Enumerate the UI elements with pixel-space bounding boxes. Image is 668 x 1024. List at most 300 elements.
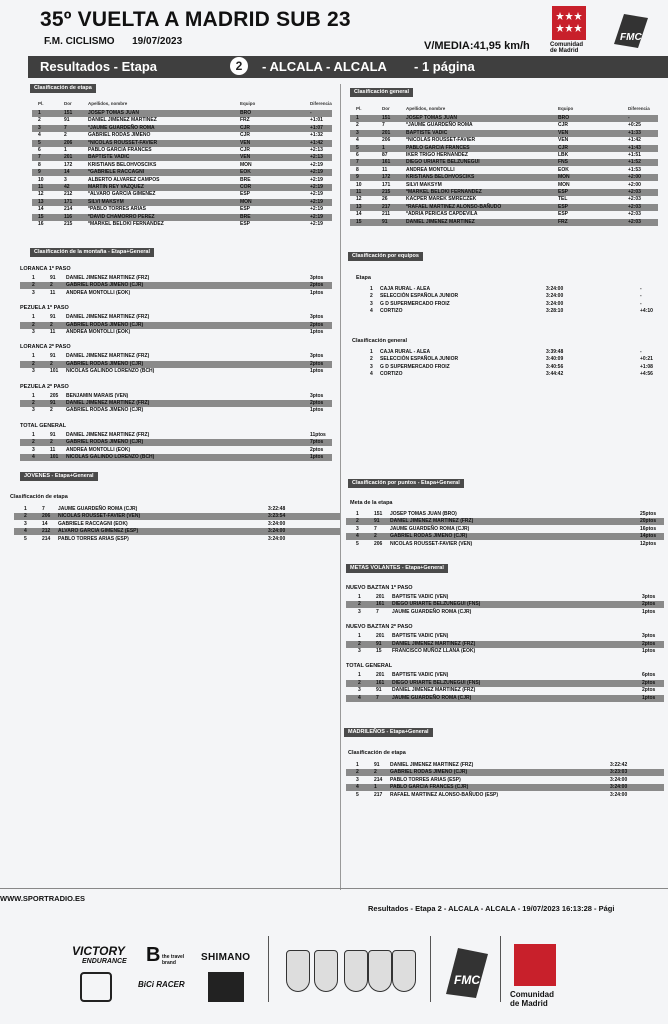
rider-name: GABRIEL RODAS JIMENO (CJR)	[390, 769, 468, 776]
position: 3	[38, 124, 41, 131]
points-value: 1ptos	[310, 407, 324, 414]
time-value: 3:24:00	[268, 528, 286, 535]
bib-number: 2	[50, 321, 53, 328]
position: 2	[358, 601, 361, 608]
time-diff: +2:19	[310, 198, 323, 205]
position: 7	[356, 159, 359, 166]
table-row	[350, 189, 658, 196]
team-code: MON	[240, 161, 252, 168]
rider-name: DANIEL JIMENEZ MARTINEZ (FRZ)	[66, 314, 150, 321]
team-code: VEN	[240, 139, 251, 146]
bib-number: 116	[64, 213, 73, 220]
list-item	[346, 518, 664, 525]
bib-number: 214	[64, 206, 73, 213]
bib-number: 211	[382, 211, 391, 218]
list-item	[346, 526, 664, 533]
position: 10	[356, 181, 362, 188]
position: 12	[38, 191, 44, 198]
team-row	[356, 356, 656, 363]
table-row	[32, 214, 332, 221]
team-code: VEN	[558, 137, 569, 144]
team-code: ESP	[558, 211, 569, 218]
time-value: 3:28:10	[546, 308, 564, 315]
time-value: 14ptos	[640, 533, 657, 540]
position: 6	[356, 152, 359, 158]
position: 2	[38, 117, 41, 124]
points-value: 7ptos	[310, 439, 324, 446]
rider-name: JAUME GUARDEÑO ROMA (CJR)	[392, 694, 472, 701]
group-label: PEZUELA 2º PASO	[20, 383, 69, 390]
madrilenos-title: MADRILEÑOS - Etapa+General	[344, 728, 433, 737]
position: 1	[32, 353, 35, 360]
race-date: 19/07/2023	[132, 36, 183, 47]
jovenes-subtitle: Clasificación de etapa	[10, 494, 68, 500]
rider-name: *NICOLAS ROUSSET-FAVIER	[88, 139, 158, 146]
bib-number: 11	[50, 329, 56, 335]
points-value: 11ptos	[310, 431, 326, 438]
bib-number: 2	[50, 282, 53, 289]
points-value: 1ptos	[310, 454, 324, 460]
bib-number: 91	[374, 518, 380, 525]
rider-name: *PABLO TORRES ARIAS	[88, 206, 146, 213]
points-value: 2ptos	[642, 679, 656, 686]
table-row	[350, 122, 658, 129]
table-row	[32, 117, 332, 124]
bib-number: 1	[382, 144, 385, 151]
points-value: 1ptos	[310, 289, 324, 296]
table-row	[350, 152, 658, 159]
position: 3	[32, 368, 35, 375]
position: 1	[358, 672, 361, 679]
position: 4	[370, 371, 373, 378]
list-item	[14, 521, 340, 528]
header-team: Equipo	[240, 101, 256, 106]
position: 4	[358, 694, 361, 701]
time-diff: +4:56	[640, 371, 653, 378]
column-divider	[340, 84, 341, 890]
bib-number: 91	[374, 762, 380, 768]
position: 15	[38, 213, 44, 220]
position: 3	[356, 525, 359, 532]
points-subtitle: Meta de la etapa	[350, 500, 393, 506]
position: 5	[356, 791, 359, 798]
position: 1	[370, 286, 373, 292]
position: 1	[24, 506, 27, 512]
bib-number: 91	[50, 431, 56, 438]
time-diff: +1:43	[628, 144, 641, 151]
position: 3	[32, 289, 35, 296]
bib-number: 217	[382, 203, 391, 210]
rider-name: PABLO GARCIA FRANCES	[88, 147, 152, 153]
bib-number: 2	[64, 132, 67, 139]
bib-number: 172	[64, 161, 73, 168]
group-label: PEZUELA 1º PASO	[20, 305, 69, 312]
time-value: 3:24:00	[610, 776, 628, 783]
travel-brand-logo: the travel brand	[162, 954, 185, 966]
bib-number: 91	[382, 218, 388, 225]
time-diff: +2:19	[310, 206, 323, 213]
table-row	[350, 204, 658, 211]
bib-number: 214	[42, 535, 51, 542]
list-item	[20, 282, 332, 289]
time-diff: +2:03	[628, 196, 641, 203]
group-label: LORANCA 2º PASO	[20, 344, 71, 351]
points-value: 2ptos	[310, 400, 324, 406]
position: 9	[356, 174, 359, 181]
rider-name: JOSEP TOMAS JUAN	[88, 110, 139, 116]
position: 7	[38, 154, 41, 161]
rider-name: JAUME GUARDEÑO ROMA (CJR)	[392, 608, 472, 615]
team-code: ESP	[558, 203, 569, 210]
position: 3	[356, 129, 359, 136]
rider-name: NICOLAS ROUSSET-FAVIER (VEN)	[390, 540, 473, 547]
points-value: 3ptos	[310, 392, 324, 399]
table-row	[32, 154, 332, 161]
bib-number: 201	[376, 594, 385, 600]
points-value: 1ptos	[642, 608, 656, 615]
points-value: 1ptos	[310, 368, 324, 375]
bib-number: 14	[64, 169, 70, 176]
time-diff: -	[628, 115, 630, 121]
rider-name: FRANCISCO MUÑOZ LLANA (EOK)	[392, 648, 476, 654]
list-item	[346, 784, 664, 791]
time-diff: +2:19	[310, 184, 323, 190]
position: 2	[370, 356, 373, 363]
position: 3	[358, 648, 361, 654]
results-label: Resultados - Etapa	[40, 59, 158, 74]
position: 11	[356, 189, 362, 195]
bib-number: 15	[376, 648, 382, 654]
time-value: 3:23:03	[610, 769, 628, 776]
table-row	[32, 184, 332, 191]
team-code: FRZ	[240, 117, 250, 124]
bib-number: 91	[50, 275, 56, 281]
rider-name: GABRIEL RODAS JIMENO (CJR)	[66, 321, 144, 328]
position: 1	[32, 431, 35, 438]
rider-name: ANDREA MONTOLLI	[406, 166, 455, 173]
teams-title: Clasificación por equipos	[348, 252, 423, 261]
points-value: 1ptos	[310, 329, 324, 335]
list-item	[20, 322, 332, 329]
comunidad-madrid-footer-logo	[514, 944, 556, 986]
position: 16	[38, 221, 44, 227]
seal-icon	[286, 950, 310, 992]
bib-number: 7	[42, 506, 45, 512]
team-code: CJR	[240, 147, 251, 153]
team-name: G D SUPERMERCADO FROIZ	[380, 363, 450, 370]
bib-number: 91	[50, 314, 56, 321]
position: 2	[32, 400, 35, 406]
table-row	[350, 167, 658, 174]
time-diff: +1:51	[628, 152, 641, 158]
header-diff: Diferencia	[310, 101, 332, 106]
bib-number: 171	[382, 181, 391, 188]
rider-name: DIEGO URIARTE BELZUNEGUI (FNS)	[392, 601, 481, 608]
bib-number: 212	[64, 191, 73, 198]
list-item	[346, 533, 664, 540]
list-item	[20, 353, 332, 360]
team-code: CJR	[240, 132, 251, 139]
time-diff: +1:33	[628, 129, 641, 136]
team-code: ESP	[240, 221, 251, 227]
position: 9	[38, 169, 41, 176]
group-label: TOTAL GENERAL	[20, 422, 67, 429]
rider-name: DANIEL JIMENEZ MARTINEZ (FRZ)	[66, 353, 150, 360]
rider-name: IKER TRIGO HERNANDEZ	[406, 152, 468, 158]
table-row	[32, 199, 332, 206]
position: 1	[370, 349, 373, 355]
position: 3	[32, 329, 35, 335]
time-diff: +2:19	[310, 161, 323, 168]
rider-name: *NICOLAS ROUSSET-FAVIER	[406, 137, 476, 144]
rider-name: *MARKEL BELOKI FERNANDEZ	[406, 189, 482, 195]
sponsor-divider	[500, 936, 501, 1002]
bib-number: 91	[64, 117, 70, 124]
rider-name: BAPTISTE VADIC (VEN)	[392, 633, 449, 640]
position: 2	[370, 293, 373, 300]
bib-number: 87	[382, 152, 388, 158]
team-code: VEN	[558, 129, 569, 136]
rider-name: RAFAEL MARTINEZ ALONSO-BAÑUDO (ESP)	[390, 791, 499, 798]
rider-name: NICOLAS ROUSSET-FAVIER (VEN)	[58, 513, 141, 520]
team-name: G D SUPERMERCADO FROIZ	[380, 300, 450, 307]
bici-racer-logo: BiCi RACER	[138, 980, 185, 989]
comunidad-madrid-logo	[552, 6, 586, 40]
list-item	[20, 361, 332, 368]
page-title: 35º VUELTA A MADRID SUB 23	[40, 8, 351, 31]
rider-name: JAUME GUARDEÑO ROMA (CJR)	[58, 506, 138, 512]
list-item	[346, 695, 664, 702]
time-diff: +1:42	[310, 139, 323, 146]
team-code: BRE	[240, 213, 251, 220]
table-row	[350, 130, 658, 137]
list-item	[346, 648, 664, 655]
points-title: Clasificación por puntos - Etapa+General	[348, 479, 464, 488]
list-item	[346, 687, 664, 694]
rider-name: DANIEL JIMENEZ MARTINEZ (FRZ)	[66, 275, 150, 281]
points-value: 3ptos	[310, 275, 324, 281]
time-value: 12ptos	[640, 540, 657, 547]
list-item	[346, 672, 664, 679]
time-value: 3:22:48	[268, 506, 286, 512]
bib-number: 201	[376, 633, 385, 640]
teams-stage-label: Etapa	[356, 275, 371, 281]
points-value: 2ptos	[310, 282, 324, 289]
position: 8	[356, 166, 359, 173]
time-value: 3:44:42	[546, 371, 564, 378]
bib-number: 205	[50, 392, 59, 399]
time-value: 3:24:00	[546, 300, 564, 307]
bib-number: 11	[50, 289, 56, 296]
svg-text:FMC: FMC	[620, 32, 642, 43]
bib-number: 212	[42, 528, 51, 535]
seal-icon	[368, 950, 392, 992]
list-item	[14, 506, 340, 513]
bib-number: 2	[374, 533, 377, 540]
position: 4	[356, 784, 359, 791]
jovenes-title: JOVENES - Etapa+General	[20, 472, 98, 481]
rider-name: PABLO TORRES ARIAS (ESP)	[58, 535, 129, 542]
position: 5	[356, 144, 359, 151]
sponsor-divider	[430, 936, 431, 1002]
group-label: NUEVO BAZTAN 1º PASO	[346, 585, 413, 591]
time-value: 25ptos	[640, 511, 657, 517]
header-name: Apellidos, nombre	[406, 106, 446, 111]
list-item	[346, 594, 664, 601]
rider-name: DIEGO URIARTE BELZUNEGUI (FNS)	[392, 679, 481, 686]
position: 3	[32, 407, 35, 414]
position: 1	[358, 633, 361, 640]
time-diff: +1:07	[310, 124, 323, 131]
table-row	[350, 219, 658, 226]
table-row	[32, 206, 332, 213]
rider-name: ALVARO GARCIA GIMENEZ (ESP)	[58, 528, 139, 535]
list-item	[346, 762, 664, 769]
team-name: CAJA RURAL - ALEA	[380, 286, 431, 292]
points-value: 1ptos	[642, 648, 656, 654]
position: 4	[32, 454, 35, 460]
rider-name: DANIEL JIMENEZ MARTINEZ (FRZ)	[390, 518, 474, 525]
time-value: 3:40:09	[546, 356, 564, 363]
points-value: 3ptos	[642, 633, 656, 640]
position: 2	[32, 282, 35, 289]
comunidad-madrid-caption: Comunidad de Madrid	[550, 42, 583, 54]
team-row	[356, 301, 656, 308]
rider-name: *ALVARO GARCIA GIMENEZ	[88, 191, 156, 198]
position: 2	[356, 769, 359, 776]
rider-name: *JAUME GUARDEÑO ROMA	[406, 122, 473, 129]
rider-name: DANIEL JIMENEZ MARTINEZ	[406, 218, 475, 225]
list-item	[346, 541, 664, 548]
svg-text:FMC: FMC	[454, 973, 480, 987]
bib-number: 2	[374, 769, 377, 776]
position: 1	[356, 762, 359, 768]
header-bib: Dor	[382, 106, 390, 111]
list-item	[346, 609, 664, 616]
points-value: 6ptos	[642, 672, 656, 679]
table-row	[32, 110, 332, 117]
bib-number: 11	[50, 446, 56, 453]
rider-name: GABRIEL RODAS JIMENO (CJR)	[390, 533, 468, 540]
b-travel-icon: B	[146, 944, 161, 966]
table-row	[350, 196, 658, 203]
bib-number: 7	[376, 694, 379, 701]
time-diff: +2:03	[628, 218, 641, 225]
points-value: 2ptos	[310, 321, 324, 328]
points-value: 3ptos	[310, 314, 324, 321]
team-code: BRO	[240, 110, 252, 116]
position: 1	[32, 275, 35, 281]
position: 14	[356, 211, 362, 218]
time-diff: +2:03	[628, 211, 641, 218]
rider-name: GABRIEL RODAS JIMENO (CJR)	[66, 282, 144, 289]
bib-number: 161	[382, 159, 391, 166]
time-diff: +2:19	[310, 169, 323, 176]
header-name: Apellidos, nombre	[88, 101, 128, 106]
bib-number: 91	[50, 400, 56, 406]
rider-name: KRISTIANS BELOHVOSCIKS	[88, 161, 157, 168]
time-diff: +1:08	[640, 363, 653, 370]
rider-name: *GABRIELE RACCAGNI	[88, 169, 145, 176]
position: 2	[358, 679, 361, 686]
position: 4	[370, 308, 373, 315]
team-code: BRO	[558, 115, 570, 121]
position: 12	[356, 196, 362, 203]
group-label: LORANCA 1º PASO	[20, 266, 71, 272]
team-code: EOK	[558, 166, 569, 173]
table-row	[350, 145, 658, 152]
stage-number: 2	[230, 57, 248, 75]
team-name: CORTIZO	[380, 308, 403, 315]
position: 3	[356, 776, 359, 783]
team-row	[356, 286, 656, 293]
table-row	[350, 137, 658, 144]
list-item	[20, 454, 332, 461]
bib-number: 161	[376, 601, 385, 608]
table-row	[32, 221, 332, 228]
bib-number: 171	[64, 198, 73, 205]
time-diff: -	[640, 300, 642, 307]
points-value: 1ptos	[642, 694, 656, 701]
time-diff: +4:10	[640, 308, 653, 315]
position: 2	[356, 518, 359, 525]
time-value: 3:23:54	[268, 513, 286, 520]
crest-icon	[208, 972, 244, 1002]
list-item	[20, 439, 332, 446]
position: 11	[38, 184, 44, 190]
team-code: EOK	[240, 169, 251, 176]
rider-name: *DAVID CHAMORRO PEREZ	[88, 213, 155, 220]
table-row	[32, 125, 332, 132]
list-item	[20, 314, 332, 321]
team-code: COR	[240, 184, 252, 190]
time-value: 3:24:00	[610, 791, 628, 798]
bib-number: 214	[374, 776, 383, 783]
rider-name: ALBERTO ALVAREZ CAMPOS	[88, 176, 160, 183]
team-code: ESP	[240, 191, 251, 198]
position: 5	[38, 139, 41, 146]
rider-name: PABLO GARCIA FRANCES (CJR)	[390, 784, 469, 791]
position: 3	[358, 687, 361, 694]
team-row	[356, 308, 656, 315]
pages-label: - 1 página	[414, 59, 475, 74]
header-diff: Diferencia	[628, 106, 650, 111]
rider-name: SILVI MAKSYM	[406, 181, 442, 188]
bib-number: 151	[374, 511, 383, 517]
comunidad-madrid-footer-caption: Comunidad de Madrid	[510, 990, 554, 1008]
table-row	[32, 177, 332, 184]
points-value: 3ptos	[642, 594, 656, 600]
team-name: SELECCIÓN ESPAÑOLA JUNIOR	[380, 293, 459, 300]
bib-number: 215	[382, 189, 391, 195]
position: 1	[356, 115, 359, 121]
bib-number: 7	[382, 122, 385, 129]
position: 14	[38, 206, 44, 213]
position: 4	[356, 137, 359, 144]
time-diff: +2:03	[628, 189, 641, 195]
team-row	[356, 349, 656, 356]
list-item	[20, 432, 332, 439]
seal-icon	[344, 950, 368, 992]
sponsor-divider	[268, 936, 269, 1002]
header-pos: Pl.	[38, 101, 44, 106]
bib-number: 172	[382, 174, 391, 181]
list-item	[20, 393, 332, 400]
rider-name: ANDREA MONTOLLI (EOK)	[66, 329, 131, 335]
team-name: CORTIZO	[380, 371, 403, 378]
bib-number: 101	[50, 454, 59, 460]
rider-name: NICOLAS GALINDO LORENZO (BCH)	[66, 368, 155, 375]
